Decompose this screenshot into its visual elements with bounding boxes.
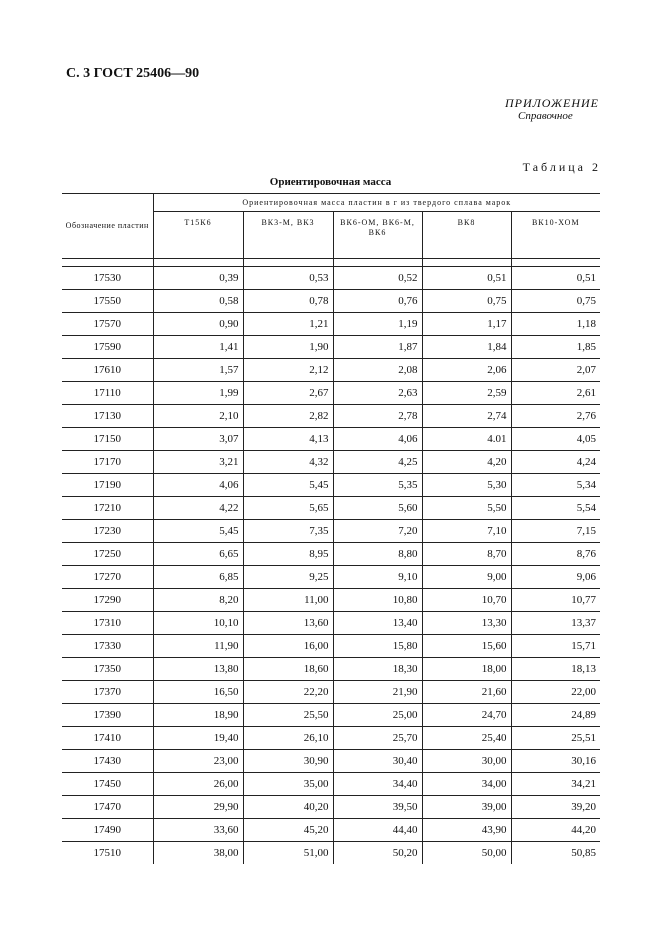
mass-cell: 0,51 <box>422 267 511 290</box>
appendix-title: ПРИЛОЖЕНИЕ <box>505 96 599 110</box>
mass-cell: 1,87 <box>333 336 422 359</box>
mass-cell: 38,00 <box>153 842 243 865</box>
mass-cell: 7,15 <box>511 520 600 543</box>
table-row <box>62 750 600 773</box>
mass-cell: 3,21 <box>153 451 243 474</box>
mass-cell: 7,10 <box>422 520 511 543</box>
mass-cell: 2,82 <box>243 405 333 428</box>
mass-cell: 50,00 <box>422 842 511 865</box>
mass-cell: 13,40 <box>333 612 422 635</box>
mass-cell: 1,84 <box>422 336 511 359</box>
mass-cell: 4,25 <box>333 451 422 474</box>
designation-cell: 17130 <box>62 405 153 428</box>
grade-header: ВК3-М, ВК3 <box>243 212 333 259</box>
table-row <box>62 842 600 865</box>
table-row <box>62 451 600 474</box>
designation-cell: 17170 <box>62 451 153 474</box>
table-row <box>62 566 600 589</box>
mass-cell: 26,10 <box>243 727 333 750</box>
mass-cell: 43,90 <box>422 819 511 842</box>
designation-cell: 17330 <box>62 635 153 658</box>
table-row <box>62 428 600 451</box>
mass-cell: 4,22 <box>153 497 243 520</box>
mass-cell: 16,50 <box>153 681 243 704</box>
mass-cell: 15,80 <box>333 635 422 658</box>
table-row <box>62 520 600 543</box>
mass-cell: 0,76 <box>333 290 422 313</box>
mass-cell: 21,60 <box>422 681 511 704</box>
mass-cell: 0,51 <box>511 267 600 290</box>
table-row <box>62 474 600 497</box>
designation-cell: 17430 <box>62 750 153 773</box>
mass-cell: 10,77 <box>511 589 600 612</box>
designation-cell: 17470 <box>62 796 153 819</box>
mass-cell: 8,20 <box>153 589 243 612</box>
grade-header: ВК10-ХОМ <box>511 212 600 259</box>
mass-cell: 51,00 <box>243 842 333 865</box>
group-header: Ориентировочная масса пластин в г из твердого сплава марок <box>153 194 600 212</box>
mass-cell: 30,16 <box>511 750 600 773</box>
designation-cell: 17410 <box>62 727 153 750</box>
mass-cell: 11,90 <box>153 635 243 658</box>
mass-cell: 2,63 <box>333 382 422 405</box>
mass-cell: 24,89 <box>511 704 600 727</box>
mass-cell: 6,85 <box>153 566 243 589</box>
mass-cell: 9,06 <box>511 566 600 589</box>
mass-cell: 10,70 <box>422 589 511 612</box>
mass-cell: 2,08 <box>333 359 422 382</box>
mass-cell: 2,74 <box>422 405 511 428</box>
mass-cell: 9,00 <box>422 566 511 589</box>
table-row <box>62 773 600 796</box>
mass-cell: 5,65 <box>243 497 333 520</box>
mass-cell: 21,90 <box>333 681 422 704</box>
mass-cell: 39,20 <box>511 796 600 819</box>
mass-cell: 0,53 <box>243 267 333 290</box>
designation-header: Обозначение пластин <box>62 194 153 259</box>
mass-cell: 34,21 <box>511 773 600 796</box>
table-row <box>62 589 600 612</box>
mass-cell: 18,90 <box>153 704 243 727</box>
mass-cell: 29,90 <box>153 796 243 819</box>
mass-cell: 2,07 <box>511 359 600 382</box>
mass-cell: 25,00 <box>333 704 422 727</box>
page-header: С. 3 ГОСТ 25406—90 <box>66 66 200 81</box>
mass-cell: 18,13 <box>511 658 600 681</box>
mass-cell: 8,70 <box>422 543 511 566</box>
mass-cell: 0,90 <box>153 313 243 336</box>
designation-cell: 17110 <box>62 382 153 405</box>
mass-cell: 19,40 <box>153 727 243 750</box>
mass-cell: 5,54 <box>511 497 600 520</box>
mass-cell: 5,50 <box>422 497 511 520</box>
mass-cell: 11,00 <box>243 589 333 612</box>
mass-cell: 34,00 <box>422 773 511 796</box>
mass-cell: 5,45 <box>243 474 333 497</box>
mass-cell: 0,75 <box>422 290 511 313</box>
designation-cell: 17370 <box>62 681 153 704</box>
mass-cell: 8,80 <box>333 543 422 566</box>
mass-cell: 18,30 <box>333 658 422 681</box>
designation-cell: 17210 <box>62 497 153 520</box>
mass-cell: 39,00 <box>422 796 511 819</box>
mass-cell: 0,39 <box>153 267 243 290</box>
table-row <box>62 313 600 336</box>
mass-cell: 0,58 <box>153 290 243 313</box>
mass-cell: 34,40 <box>333 773 422 796</box>
mass-cell: 44,20 <box>511 819 600 842</box>
mass-cell: 2,59 <box>422 382 511 405</box>
mass-cell: 4,32 <box>243 451 333 474</box>
table-row <box>62 543 600 566</box>
mass-cell: 22,00 <box>511 681 600 704</box>
mass-cell: 2,61 <box>511 382 600 405</box>
mass-cell: 13,80 <box>153 658 243 681</box>
designation-cell: 17270 <box>62 566 153 589</box>
table-row <box>62 359 600 382</box>
mass-cell: 35,00 <box>243 773 333 796</box>
mass-cell: 1,19 <box>333 313 422 336</box>
mass-cell: 0,78 <box>243 290 333 313</box>
designation-cell: 17310 <box>62 612 153 635</box>
grade-header: ВК6-ОМ, ВК6-М, ВК6 <box>333 212 422 259</box>
mass-cell: 4,24 <box>511 451 600 474</box>
mass-cell: 40,20 <box>243 796 333 819</box>
designation-cell: 17250 <box>62 543 153 566</box>
mass-cell: 18,60 <box>243 658 333 681</box>
designation-cell: 17350 <box>62 658 153 681</box>
table-row <box>62 635 600 658</box>
table-row <box>62 336 600 359</box>
designation-cell: 17450 <box>62 773 153 796</box>
designation-cell: 17590 <box>62 336 153 359</box>
designation-cell: 17150 <box>62 428 153 451</box>
mass-cell: 3,07 <box>153 428 243 451</box>
mass-cell: 5,34 <box>511 474 600 497</box>
mass-cell: 7,35 <box>243 520 333 543</box>
mass-cell: 1,99 <box>153 382 243 405</box>
mass-cell: 8,76 <box>511 543 600 566</box>
mass-cell: 25,50 <box>243 704 333 727</box>
mass-cell: 1,18 <box>511 313 600 336</box>
mass-cell: 50,85 <box>571 847 597 859</box>
mass-cell: 8,95 <box>243 543 333 566</box>
mass-cell: 9,25 <box>243 566 333 589</box>
mass-cell: 13,37 <box>511 612 600 635</box>
mass-cell: 5,60 <box>333 497 422 520</box>
mass-cell: 4,13 <box>243 428 333 451</box>
mass-cell: 18,00 <box>422 658 511 681</box>
table-row <box>62 612 600 635</box>
grade-header: ВК8 <box>422 212 511 259</box>
mass-cell: 5,35 <box>333 474 422 497</box>
mass-cell: 1,21 <box>243 313 333 336</box>
mass-cell: 4,20 <box>422 451 511 474</box>
designation-cell: 17390 <box>62 704 153 727</box>
mass-cell: 30,40 <box>333 750 422 773</box>
mass-cell: 4.01 <box>422 428 511 451</box>
mass-cell: 25,70 <box>333 727 422 750</box>
table-row <box>62 681 600 704</box>
appendix-subtitle: Справочное <box>518 110 573 122</box>
table-row <box>62 796 600 819</box>
mass-cell: 0,75 <box>511 290 600 313</box>
mass-cell: 26,00 <box>153 773 243 796</box>
table-row <box>62 382 600 405</box>
header-separator-row <box>62 259 600 267</box>
mass-cell: 16,00 <box>243 635 333 658</box>
mass-cell: 15,71 <box>511 635 600 658</box>
mass-cell: 0,52 <box>333 267 422 290</box>
table-row <box>62 727 600 750</box>
mass-cell: 25,51 <box>511 727 600 750</box>
table-row <box>62 290 600 313</box>
designation-cell: 17610 <box>62 359 153 382</box>
designation-cell: 17550 <box>62 290 153 313</box>
mass-cell: 2,67 <box>243 382 333 405</box>
mass-cell: 13,60 <box>243 612 333 635</box>
mass-cell: 2,78 <box>333 405 422 428</box>
table-label: Таблица 2 <box>522 160 601 174</box>
mass-cell: 33,60 <box>153 819 243 842</box>
mass-cell: 2,10 <box>153 405 243 428</box>
designation-cell: 17190 <box>62 474 153 497</box>
mass-cell: 23,00 <box>153 750 243 773</box>
mass-cell: 6,65 <box>153 543 243 566</box>
designation-cell: 17510 <box>62 842 153 865</box>
mass-cell: 13,30 <box>422 612 511 635</box>
mass-cell: 10,10 <box>153 612 243 635</box>
table-row <box>62 497 600 520</box>
mass-cell: 2,06 <box>422 359 511 382</box>
mass-cell: 4,05 <box>511 428 600 451</box>
mass-cell: 7,20 <box>333 520 422 543</box>
mass-cell: 5,45 <box>153 520 243 543</box>
mass-table <box>62 193 600 864</box>
mass-cell: 1,17 <box>422 313 511 336</box>
mass-cell: 25,40 <box>422 727 511 750</box>
mass-cell: 50,20 <box>333 842 422 865</box>
table-title: Ориентировочная масса <box>269 176 392 188</box>
designation-cell: 17290 <box>62 589 153 612</box>
mass-cell: 4,06 <box>333 428 422 451</box>
designation-cell: 17230 <box>62 520 153 543</box>
mass-cell: 44,40 <box>333 819 422 842</box>
designation-cell: 17490 <box>62 819 153 842</box>
mass-cell: 2,12 <box>243 359 333 382</box>
table-row <box>62 267 600 290</box>
mass-cell: 30,00 <box>422 750 511 773</box>
table-row <box>62 819 600 842</box>
mass-cell: 1,57 <box>153 359 243 382</box>
mass-cell: 9,10 <box>333 566 422 589</box>
mass-cell: 1,90 <box>243 336 333 359</box>
designation-cell: 17570 <box>62 313 153 336</box>
mass-cell: 10,80 <box>333 589 422 612</box>
table-row <box>62 704 600 727</box>
mass-cell: 1,41 <box>153 336 243 359</box>
mass-cell: 22,20 <box>243 681 333 704</box>
mass-cell: 15,60 <box>422 635 511 658</box>
table-row <box>62 405 600 428</box>
mass-cell: 24,70 <box>422 704 511 727</box>
mass-cell: 2,76 <box>511 405 600 428</box>
mass-cell: 5,30 <box>422 474 511 497</box>
grade-header: Т15К6 <box>153 212 243 259</box>
mass-cell: 30,90 <box>243 750 333 773</box>
mass-cell: 45,20 <box>243 819 333 842</box>
table-row <box>62 658 600 681</box>
mass-cell: 4,06 <box>153 474 243 497</box>
designation-cell: 17530 <box>62 267 153 290</box>
mass-cell: 1,85 <box>511 336 600 359</box>
mass-cell: 39,50 <box>333 796 422 819</box>
